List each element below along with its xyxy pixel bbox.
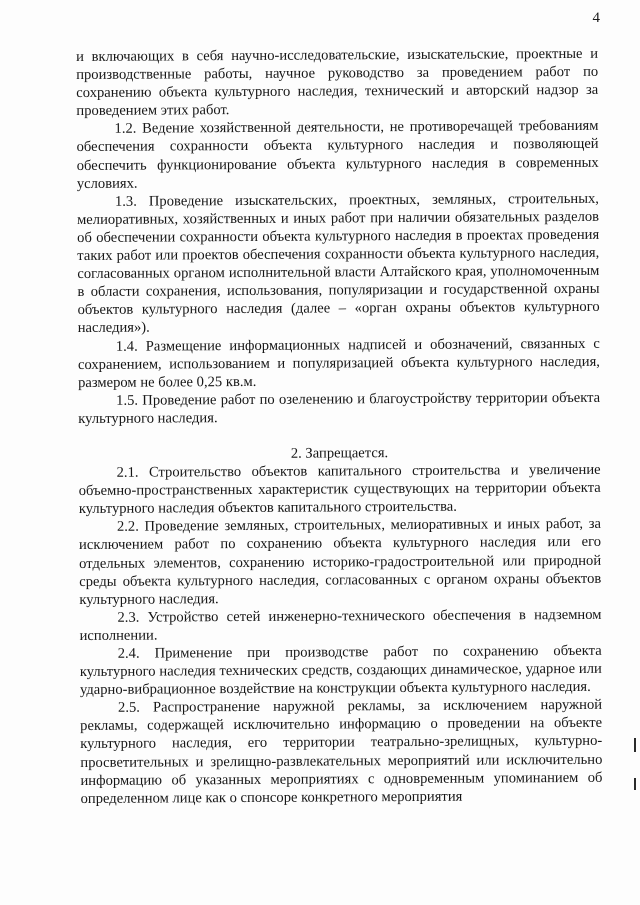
- paragraph-continuation: и включающих в себя научно-исследовательские, изыскательские, проектные и производственные работы, научное руководство за проведением работ по сохранению объекта культурного наследия, технический и авторский надзор за проведением этих работ.: [76, 45, 599, 120]
- paragraph-1-3: 1.3. Проведение изыскательских, проектных, земляных, строительных, мелиоративных, хозяйственных и иных работ при наличии обязательных разделов об обеспечении сохранности объекта культурного наследия в проектах проведения таких работ или проектов обеспечения сохранности объекта культурного наследия, согласованных органом исполнительной власти Алтайского края, уполномоченным в области сохранения, использования, популяризации и государственной охраны объектов культурного наследия (далее – «орган охраны объектов культурного наследия»).: [77, 190, 600, 337]
- paragraph-1-5: 1.5. Проведение работ по озеленению и благоустройству территории объекта культурного наследия.: [78, 389, 601, 427]
- paragraph-1-2: 1.2. Ведение хозяйственной деятельности, не противоречащей требованиям обеспечения сохранности объекта культурного наследия и позволяющей обеспечить функционирование объекта культурного наследия в современных условиях.: [76, 118, 599, 192]
- document-body: [76, 45, 603, 808]
- paragraph-2-4: 2.4. Применение при производстве работ по сохранению объекта культурного наследия технических средств, создающих динамическое, ударное или ударно-вибрационное воздействие на конструкции объекта культурного наследия.: [79, 642, 602, 699]
- paragraph-2-3: 2.3. Устройство сетей инженерно-технического обеспечения в надземном исполнении.: [79, 606, 602, 644]
- page-number: 4: [592, 10, 600, 26]
- paragraph-2-1: 2.1. Строительство объектов капитального строительства и увеличение объемно-пространственных характеристик существующих на территории объекта культурного наследия объектов капитального строительства.: [78, 461, 601, 518]
- paragraph-2-2: 2.2. Проведение земляных, строительных, мелиоративных и иных работ, за исключением работ по сохранению объекта культурного наследия или его отдельных элементов, сохранению историко-градостроительной или природной среды объекта культурного наследия, согласованных с органом охраны объектов культурного наследия.: [78, 516, 602, 608]
- paragraph-1-4: 1.4. Размещение информационных надписей и обозначений, связанных с сохранением, использованием и популяризацией объекта культурного наследия, размером не более 0,25 кв.м.: [77, 335, 600, 391]
- paragraph-2-5: 2.5. Распространение наружной рекламы, за исключением наружной рекламы, содержащей исключительно информацию о проведении на объекте культурного наследия, его территории театрально-зрелищных, культурно-просветительных и зрелищно-развлекательных мероприятий или исключительно информацию об указанных мероприятиях с одновременным упоминанием об определенном лице как о спонсоре конкретного мероприятия: [80, 697, 603, 807]
- scan-edge-mark: [634, 738, 636, 752]
- scan-edge-mark: [634, 778, 636, 790]
- section-heading: 2. Запрещается.: [290, 445, 389, 462]
